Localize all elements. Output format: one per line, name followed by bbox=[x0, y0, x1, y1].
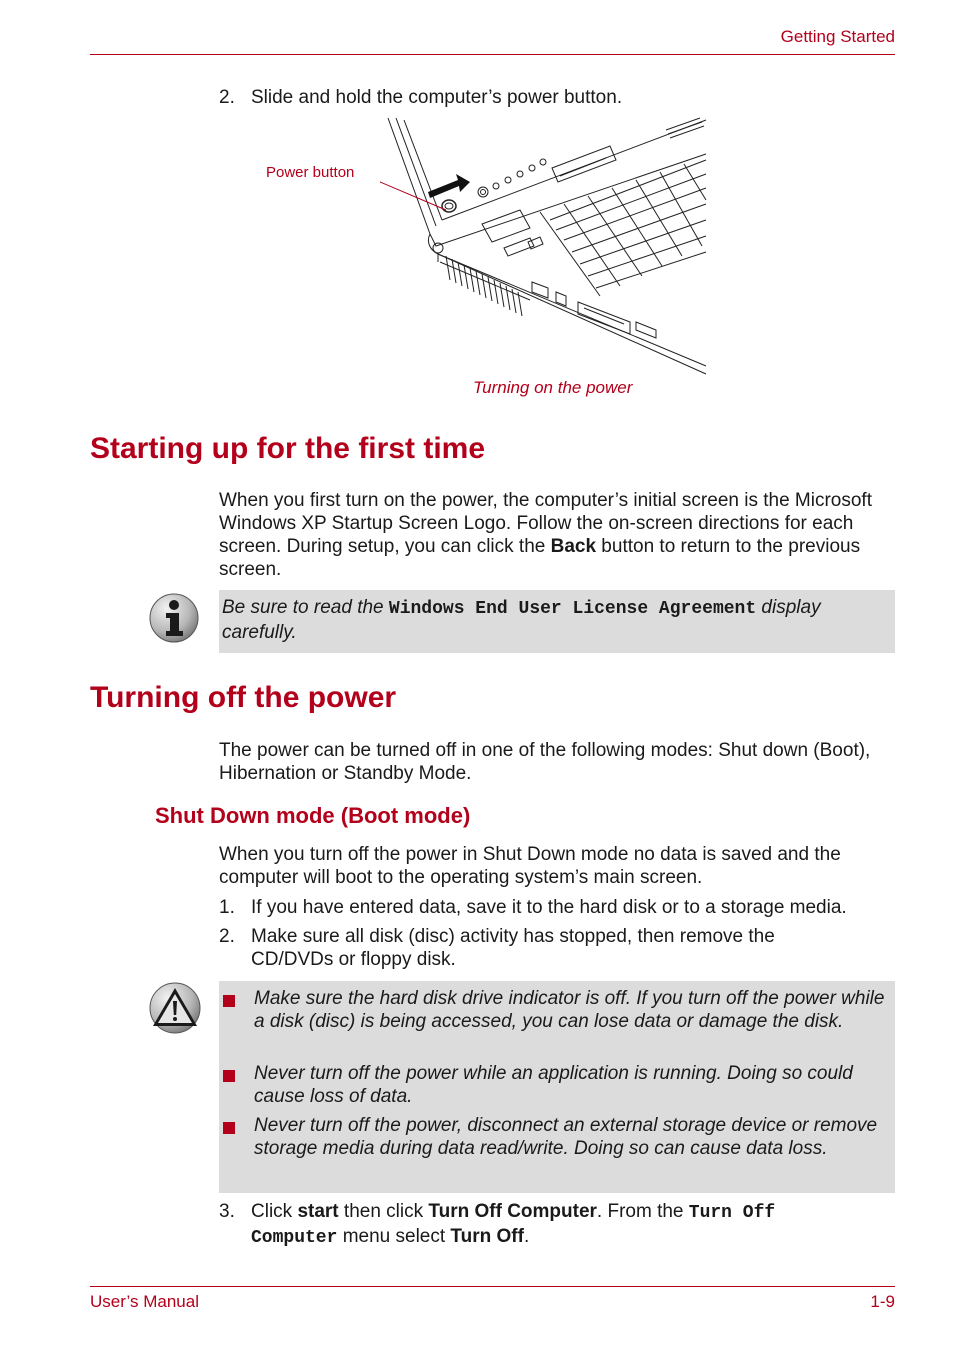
step-number: 2. bbox=[219, 926, 235, 947]
start-keyword: start bbox=[297, 1201, 339, 1222]
step-number: 1. bbox=[219, 897, 235, 918]
warning-text: Never turn off the power while an application is running. Doing so could cause loss of data. bbox=[254, 1063, 853, 1107]
warning-note bbox=[219, 981, 895, 1193]
startup-paragraph-part2: button to return to the previous screen. bbox=[219, 536, 861, 580]
bullet-square-icon bbox=[223, 995, 235, 1007]
turn-off-computer-keyword: Turn Off Computer bbox=[428, 1201, 597, 1222]
running-header: Getting Started bbox=[780, 27, 895, 46]
step-text: Make sure all disk (disc) activity has stopped, then remove the CD/DVDs or floppy disk. bbox=[251, 926, 775, 970]
startup-paragraph-part1: When you first turn on the power, the computer’s initial screen is the Microsoft Windows XP Startup Screen Logo. Follow the on-screen directions for each screen. During setup, you can click the bbox=[219, 490, 872, 557]
step3-part5: . bbox=[523, 1226, 530, 1247]
figure-caption: Turning on the power bbox=[473, 378, 633, 397]
step-number: 2. bbox=[219, 87, 235, 108]
step3-part4: menu select bbox=[337, 1226, 451, 1247]
step-text: If you have entered data, save it to the hard disk or to a storage media. bbox=[251, 897, 847, 918]
eula-name: Windows End User License Agreement bbox=[388, 599, 757, 619]
subsection-title-shutdown: Shut Down mode (Boot mode) bbox=[155, 803, 471, 828]
info-note-part1: Be sure to read the bbox=[222, 597, 389, 618]
warning-text: Never turn off the power, disconnect an external storage device or remove storage media during data read/write. Doing so can cause data loss. bbox=[254, 1115, 878, 1159]
step-number: 3. bbox=[219, 1201, 235, 1222]
step3-part2: then click bbox=[338, 1201, 429, 1222]
laptop-illustration bbox=[380, 116, 710, 378]
header-rule bbox=[90, 54, 895, 55]
back-keyword: Back bbox=[550, 536, 597, 557]
footer-rule bbox=[90, 1286, 895, 1287]
power-button-callout: Power button bbox=[266, 164, 355, 181]
footer-manual-name: User’s Manual bbox=[90, 1292, 199, 1311]
bullet-square-icon bbox=[223, 1070, 235, 1082]
step3-part3: . From the bbox=[596, 1201, 689, 1222]
section-title-startup: Starting up for the first time bbox=[90, 432, 486, 465]
section-title-poweroff: Turning off the power bbox=[90, 681, 397, 714]
shutdown-paragraph: When you turn off the power in Shut Down mode no data is saved and the computer will boot to the operating system’s main screen. bbox=[219, 844, 841, 888]
info-note bbox=[219, 590, 895, 653]
step3-part1: Click bbox=[251, 1201, 298, 1222]
poweroff-paragraph: The power can be turned off in one of the following modes: Shut down (Boot), Hibernation or Standby Mode. bbox=[219, 740, 871, 784]
turn-off-computer-menu: Turn Off Computer bbox=[251, 1203, 776, 1248]
info-note-part2: display carefully. bbox=[222, 597, 821, 643]
info-icon bbox=[148, 592, 200, 644]
info-note-text bbox=[222, 596, 892, 644]
bullet-square-icon bbox=[223, 1122, 235, 1134]
turn-off-keyword: Turn Off bbox=[450, 1226, 524, 1247]
step-text bbox=[251, 1200, 851, 1250]
warning-icon bbox=[148, 981, 202, 1035]
warning-text: Make sure the hard disk drive indicator is off. If you turn off the power while a disk (disc) is being accessed, you can lose data or damage the disk. bbox=[254, 988, 885, 1032]
startup-paragraph bbox=[219, 489, 895, 581]
page-number: 1-9 bbox=[870, 1292, 895, 1311]
step-text: Slide and hold the computer’s power button. bbox=[251, 87, 623, 108]
